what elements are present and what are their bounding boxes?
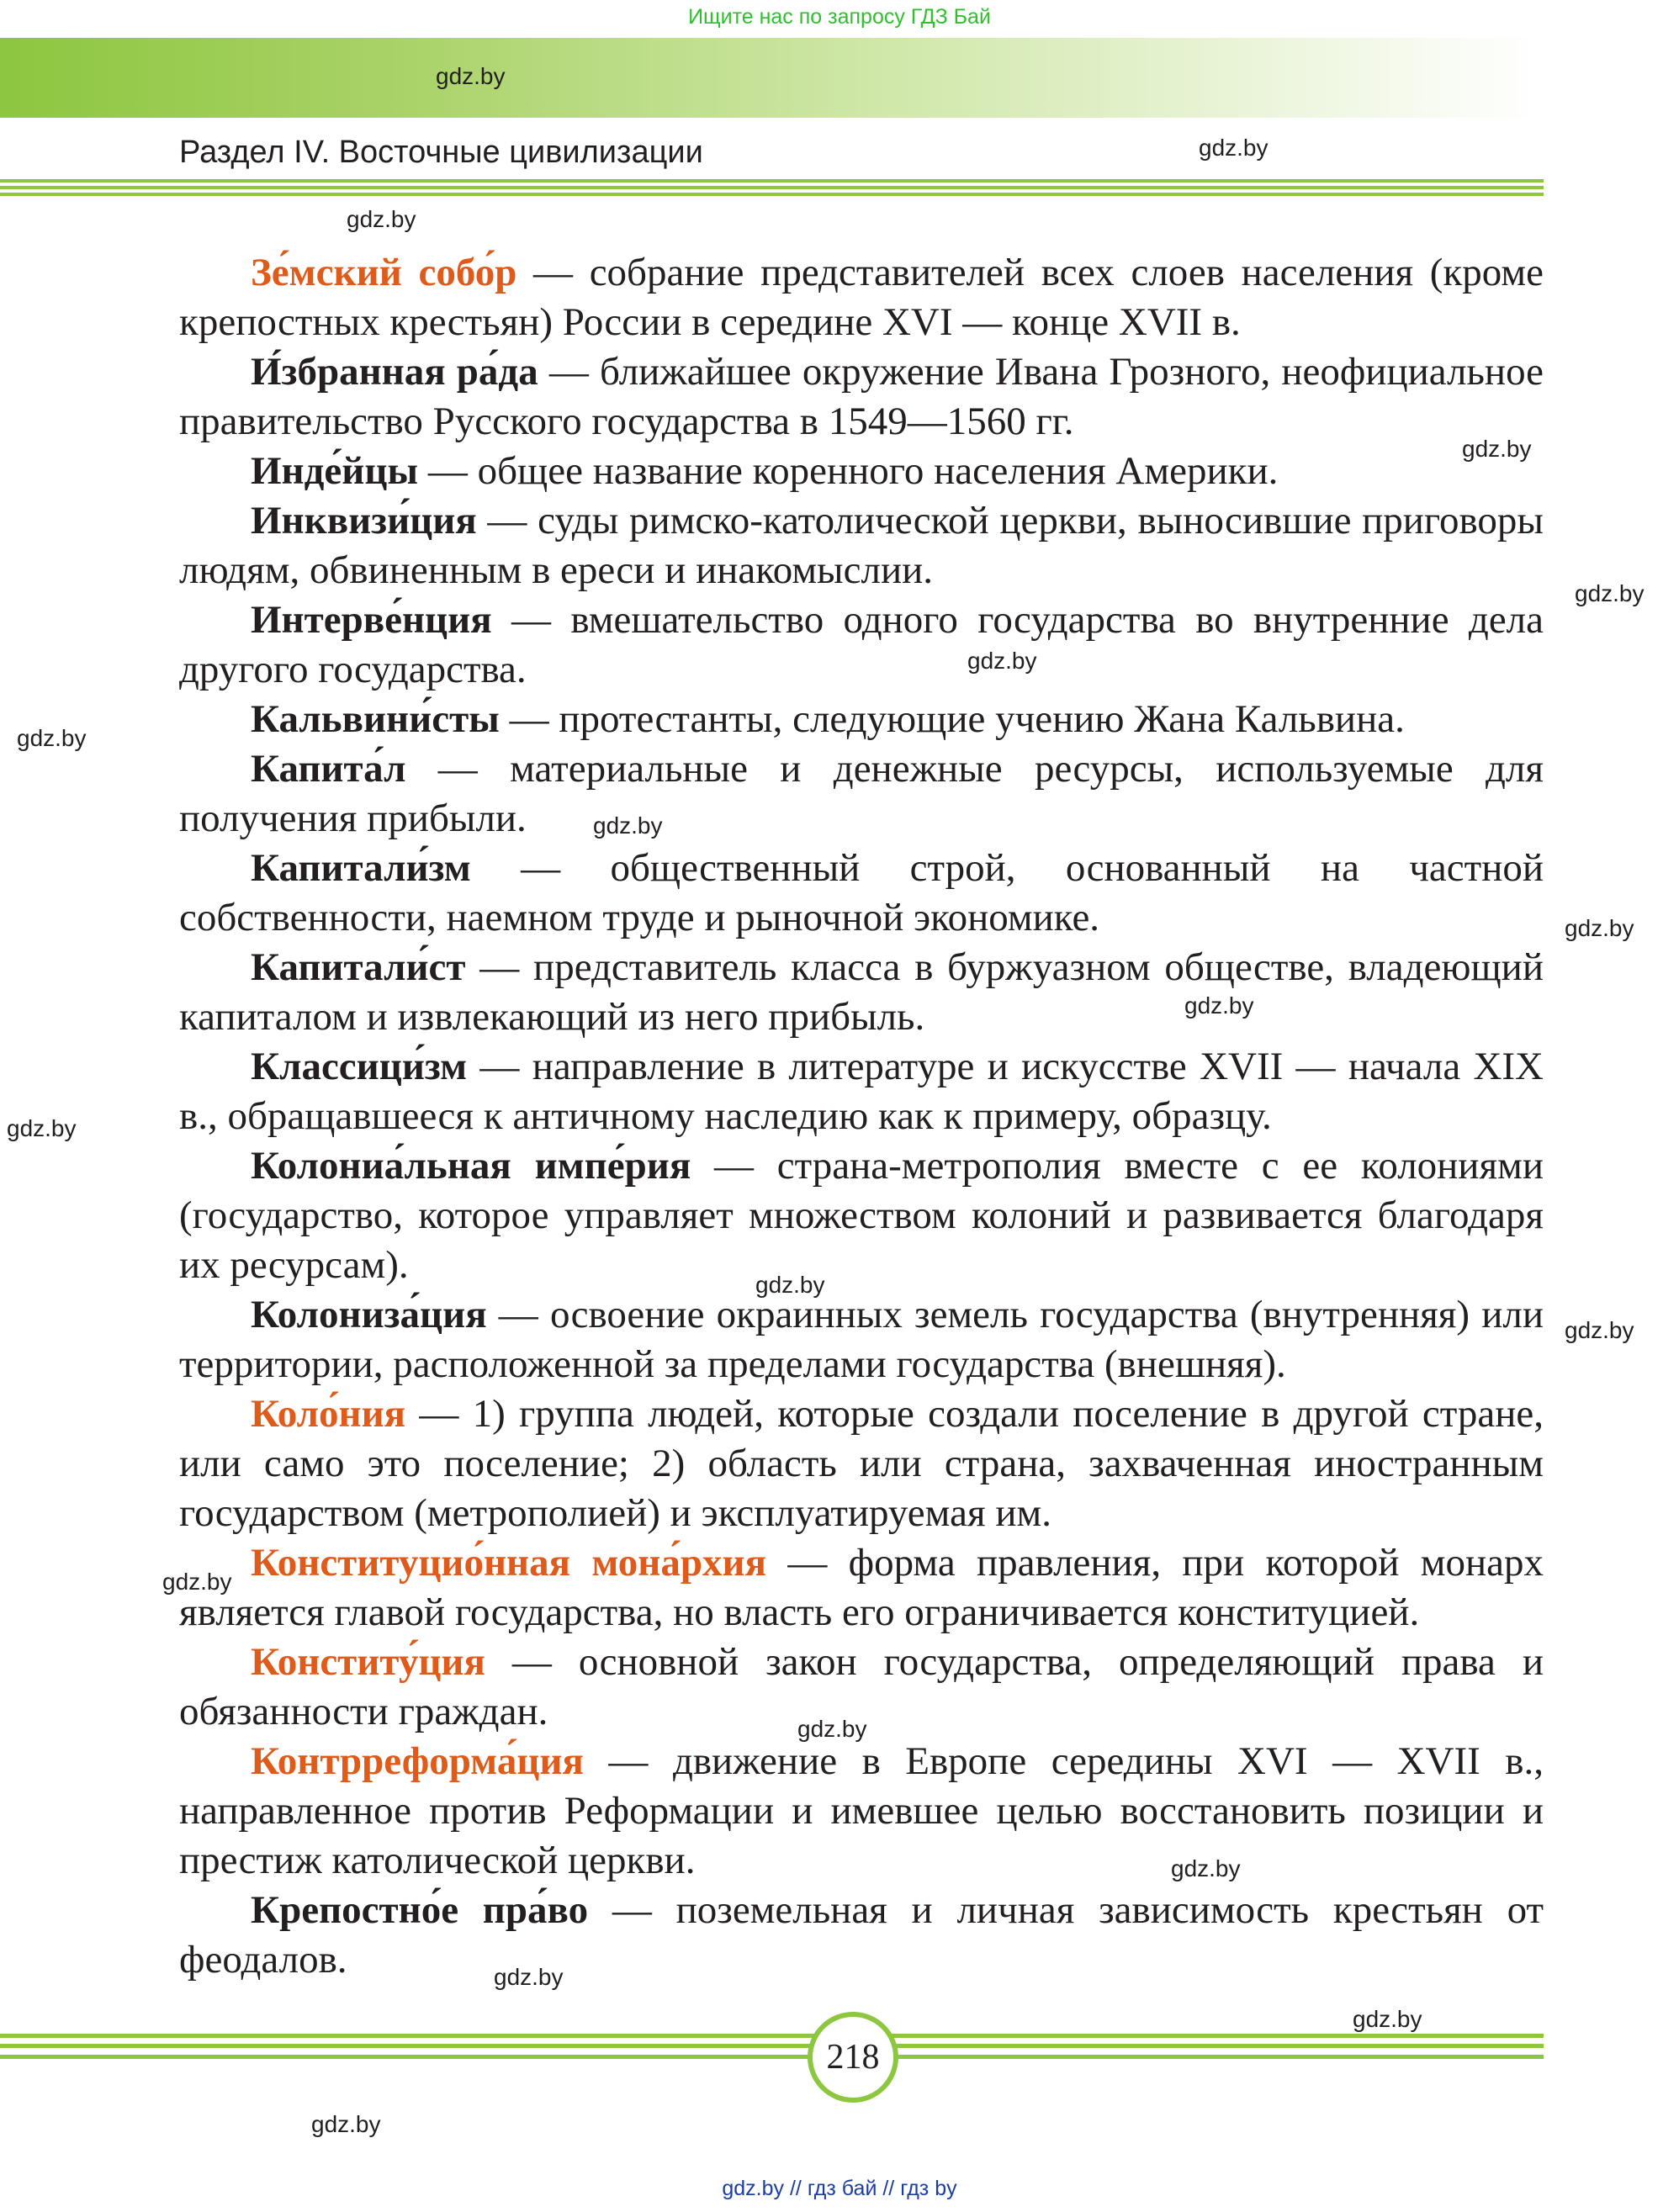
footer-rule — [0, 2034, 1544, 2059]
top-banner[interactable]: Ищите нас по запросу ГДЗ Бай — [688, 5, 991, 29]
page-number: 218 — [808, 2012, 898, 2103]
glossary-entry — [179, 447, 1544, 496]
glossary-term: Инквизи́ция — [251, 499, 477, 542]
glossary-definition: — протестанты, следующие учению Жана Кальвина. — [499, 697, 1405, 741]
glossary-term: Коло́ния — [251, 1392, 406, 1436]
glossary-term: Конституцио́нная мона́рхия — [251, 1541, 767, 1585]
watermark: gdz.by — [1565, 1317, 1634, 1343]
glossary-definition: — общее название коренного населения Америки. — [418, 449, 1279, 493]
glossary-term: Капита́л — [251, 747, 406, 791]
glossary-entry — [179, 1737, 1544, 1886]
header-rule — [0, 179, 1544, 196]
glossary-definition: — направление в литературе и искусстве XVII — начала XIX в., обращавшееся к античному наследию как к примеру, образцу. — [179, 1045, 1544, 1138]
glossary-entry — [179, 1886, 1544, 1985]
glossary-entry — [179, 943, 1544, 1042]
glossary-definition: — страна-метрополия вместе с ее колониями (государство, которое управляет множеством колоний и развивается благодаря их ресурсам). — [179, 1144, 1544, 1287]
glossary-entry — [179, 744, 1544, 844]
watermark: gdz.by — [593, 812, 663, 839]
glossary-term: Контрреформа́ция — [251, 1739, 584, 1783]
header-band — [0, 38, 1539, 118]
watermark: gdz.by — [162, 1569, 232, 1595]
watermark: gdz.by — [311, 2111, 381, 2137]
glossary-term: Колониа́льная импе́рия — [251, 1144, 691, 1188]
watermark: gdz.by — [1575, 580, 1645, 606]
glossary-entry — [179, 1042, 1544, 1141]
watermark: gdz.by — [1199, 135, 1269, 161]
glossary-term: Колониза́ция — [251, 1293, 487, 1336]
watermark: gdz.by — [1171, 1855, 1241, 1881]
glossary-definition: — собрание представителей всех слоев населения (кроме крепостных крестьян) России в середине XVI — конце XVII в. — [179, 251, 1544, 344]
glossary-entry — [179, 1141, 1544, 1290]
watermark: gdz.by — [494, 1964, 564, 1990]
footer-links[interactable]: gdz.by // гдз бай // гдз by — [722, 2177, 957, 2200]
watermark: gdz.by — [797, 1716, 867, 1742]
glossary-definition: — освоение окраинных земель государства (внутренняя) или территории, расположенной за пределами государства (внешняя). — [179, 1293, 1544, 1386]
glossary-term: Конститу́ция — [251, 1640, 485, 1684]
glossary-entry — [179, 1290, 1544, 1389]
glossary-entry — [179, 695, 1544, 744]
glossary-term: Крепостно́е пра́во — [251, 1888, 589, 1932]
section-title: Раздел IV. Восточные цивилизации — [179, 135, 703, 170]
watermark: gdz.by — [347, 206, 416, 232]
glossary-definition: — основной закон государства, определяющий права и обязанности граждан. — [179, 1640, 1544, 1733]
watermark: gdz.by — [755, 1272, 825, 1298]
glossary-entry — [179, 347, 1544, 447]
glossary-entry — [179, 248, 1544, 347]
glossary-definition: — ближайшее окружение Ивана Грозного, неофициальное правительство Русского государства в 1549—1560 гг. — [179, 350, 1544, 443]
watermark: gdz.by — [436, 63, 506, 89]
glossary-term: И́збранная ра́да — [251, 350, 538, 394]
glossary-term: Капитали́зм — [251, 846, 471, 890]
watermark: gdz.by — [1565, 915, 1634, 941]
glossary-term: Кальвини́сты — [251, 697, 500, 741]
glossary-entry — [179, 844, 1544, 943]
glossary-term: Капитали́ст — [251, 945, 466, 989]
glossary-term: Зе́мский собо́р — [251, 251, 517, 294]
glossary-definition: — движение в Европе середины XVI — XVII в., направленное против Реформации и имевшее целью восстановить позиции и престиж католической церкви. — [179, 1739, 1544, 1882]
glossary-definition: — материальные и денежные ресурсы, используемые для получения прибыли. — [179, 747, 1544, 840]
glossary-definition: — общественный строй, основанный на частной собственности, наемном труде и рыночной экономике. — [179, 846, 1544, 939]
glossary-entry — [179, 1538, 1544, 1638]
glossary-entry — [179, 1389, 1544, 1538]
glossary-definition: — вмешательство одного государства во внутренние дела другого государства. — [179, 598, 1544, 691]
watermark: gdz.by — [967, 648, 1037, 674]
watermark: gdz.by — [1462, 436, 1532, 462]
glossary-definition: — представитель класса в буржуазном обществе, владеющий капиталом и извлекающий из него прибыль. — [179, 945, 1544, 1039]
glossary-definition: — форма правления, при которой монарх является главой государства, но власть его ограничивается конституцией. — [179, 1541, 1544, 1634]
watermark: gdz.by — [1184, 992, 1254, 1019]
glossary-term: Интерве́нция — [251, 598, 492, 642]
watermark: gdz.by — [1353, 2006, 1422, 2032]
glossary-entry — [179, 496, 1544, 595]
glossary-term: Инде́йцы — [251, 449, 419, 493]
glossary-definition: — поземельная и личная зависимость крестьян от феодалов. — [179, 1888, 1544, 1982]
glossary-definition: — 1) группа людей, которые создали поселение в другой стране, или само это поселение; 2) область или страна, захваченная иностранным государством (метрополией) и эксплуатируемая им. — [179, 1392, 1544, 1535]
glossary-entry — [179, 595, 1544, 695]
watermark: gdz.by — [7, 1115, 77, 1141]
glossary-definition: — суды римско-католической церкви, выносившие приговоры людям, обвиненным в ереси и инакомыслии. — [179, 499, 1544, 592]
watermark: gdz.by — [17, 725, 87, 751]
glossary-term: Классици́зм — [251, 1045, 468, 1088]
